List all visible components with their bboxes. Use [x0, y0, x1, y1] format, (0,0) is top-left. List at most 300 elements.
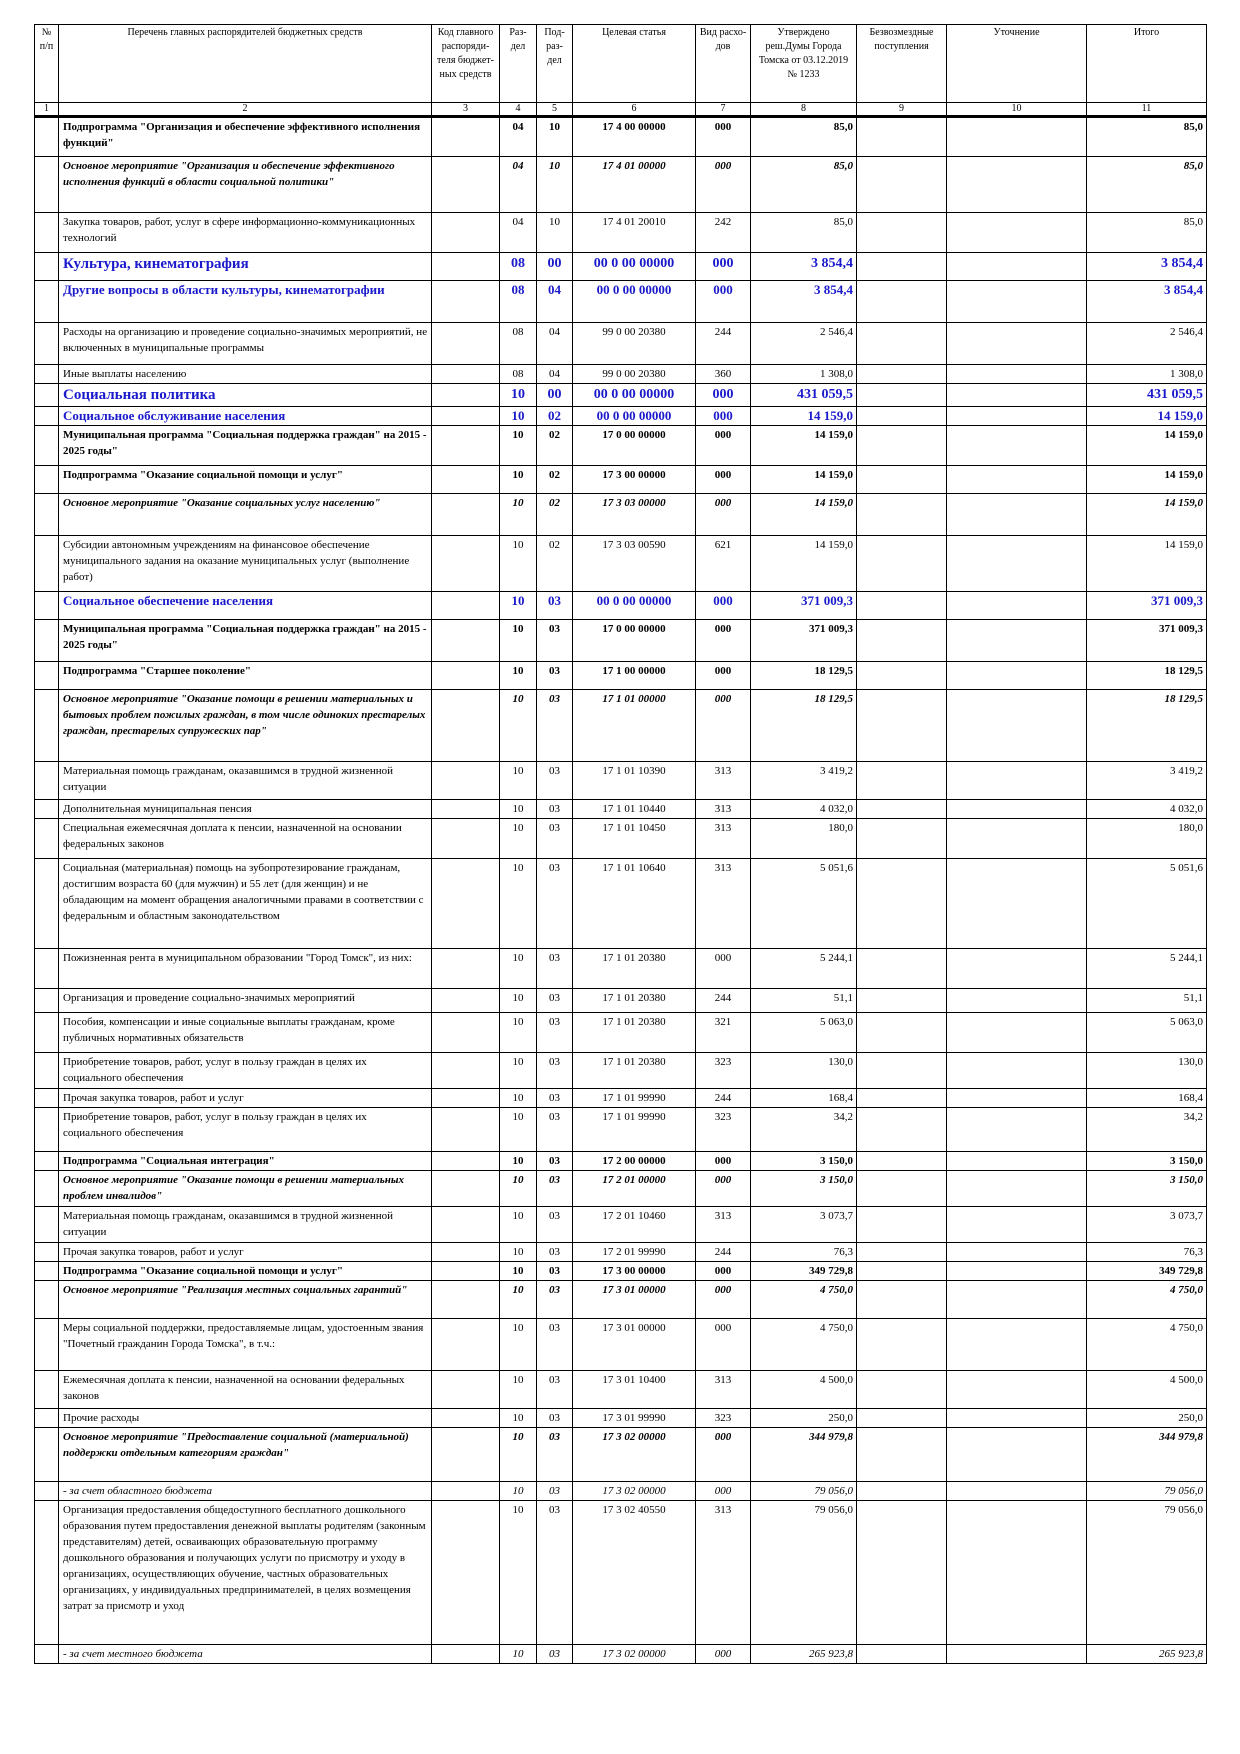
row-number-cell — [35, 1371, 59, 1409]
row-approved-cell: 2 546,4 — [751, 323, 857, 365]
row-vid-cell: 000 — [696, 1171, 751, 1207]
row-adjust-cell — [947, 407, 1087, 426]
row-target-cell: 17 2 01 00000 — [573, 1171, 696, 1207]
row-adjust-cell — [947, 1053, 1087, 1089]
row-name-cell: Материальная помощь гражданам, оказавшимся в трудной жизненной ситуации — [59, 762, 432, 800]
row-adjust-cell — [947, 253, 1087, 281]
row-vid-cell: 000 — [696, 1262, 751, 1281]
row-grbs-cell — [432, 1053, 500, 1089]
row-number-cell — [35, 365, 59, 384]
row-target-cell: 17 4 00 00000 — [573, 117, 696, 157]
row-grbs-cell — [432, 1152, 500, 1171]
row-grants-cell — [857, 762, 947, 800]
row-total-cell: 168,4 — [1087, 1089, 1207, 1108]
row-grbs-cell — [432, 1171, 500, 1207]
row-total-cell: 4 750,0 — [1087, 1281, 1207, 1319]
row-target-cell: 17 2 01 99990 — [573, 1243, 696, 1262]
table-row — [35, 1152, 1207, 1171]
row-podrazdel-cell: 03 — [537, 1152, 573, 1171]
row-approved-cell: 130,0 — [751, 1053, 857, 1089]
row-approved-cell: 168,4 — [751, 1089, 857, 1108]
row-name-cell: Закупка товаров, работ, услуг в сфере информационно-коммуникационных технологий — [59, 213, 432, 253]
col-number: 3 — [432, 103, 500, 117]
row-target-cell: 00 0 00 00000 — [573, 407, 696, 426]
row-target-cell: 17 3 00 00000 — [573, 466, 696, 494]
row-number-cell — [35, 494, 59, 536]
row-podrazdel-cell: 02 — [537, 494, 573, 536]
row-grbs-cell — [432, 1428, 500, 1482]
row-grants-cell — [857, 253, 947, 281]
row-grants-cell — [857, 1482, 947, 1501]
row-adjust-cell — [947, 662, 1087, 690]
row-grbs-cell — [432, 819, 500, 859]
table-row — [35, 989, 1207, 1013]
row-vid-cell: 323 — [696, 1108, 751, 1152]
row-grbs-cell — [432, 213, 500, 253]
row-adjust-cell — [947, 819, 1087, 859]
row-grants-cell — [857, 1501, 947, 1645]
col-number: 5 — [537, 103, 573, 117]
row-name-cell: Основное мероприятие "Оказание помощи в решении материальных проблем инвалидов" — [59, 1171, 432, 1207]
row-grbs-cell — [432, 1281, 500, 1319]
row-total-cell: 3 150,0 — [1087, 1171, 1207, 1207]
row-total-cell: 76,3 — [1087, 1243, 1207, 1262]
row-razdel-cell: 10 — [500, 1243, 537, 1262]
row-approved-cell: 3 854,4 — [751, 253, 857, 281]
row-podrazdel-cell: 03 — [537, 1053, 573, 1089]
row-name-cell: Подпрограмма "Оказание социальной помощи и услуг" — [59, 466, 432, 494]
row-razdel-cell: 10 — [500, 1501, 537, 1645]
row-name-cell: Пособия, компенсации и иные социальные выплаты гражданам, кроме публичных нормативных обязательств — [59, 1013, 432, 1053]
table-row — [35, 1319, 1207, 1371]
row-target-cell: 17 3 01 00000 — [573, 1319, 696, 1371]
row-target-cell: 00 0 00 00000 — [573, 592, 696, 620]
row-razdel-cell: 10 — [500, 1053, 537, 1089]
row-name-cell: Подпрограмма "Социальная интеграция" — [59, 1152, 432, 1171]
row-grants-cell — [857, 1243, 947, 1262]
row-vid-cell: 323 — [696, 1053, 751, 1089]
table-row — [35, 620, 1207, 662]
row-grbs-cell — [432, 762, 500, 800]
col-number: 9 — [857, 103, 947, 117]
row-podrazdel-cell: 00 — [537, 384, 573, 407]
table-row — [35, 365, 1207, 384]
row-number-cell — [35, 1108, 59, 1152]
row-number-cell — [35, 426, 59, 466]
row-target-cell: 17 0 00 00000 — [573, 620, 696, 662]
row-vid-cell: 000 — [696, 407, 751, 426]
row-podrazdel-cell: 03 — [537, 1089, 573, 1108]
row-grbs-cell — [432, 323, 500, 365]
row-number-cell — [35, 690, 59, 762]
row-name-cell: Социальная (материальная) помощь на зубопротезирование гражданам, достигшим возраста 60 (для мужчин) и 55 лет (для женщин) и не обладающим на момент обращения аналогичными правами в соответствии с федеральным и областным законодательством — [59, 859, 432, 949]
row-adjust-cell — [947, 1428, 1087, 1482]
table-row — [35, 466, 1207, 494]
row-approved-cell: 14 159,0 — [751, 494, 857, 536]
row-razdel-cell: 08 — [500, 365, 537, 384]
row-razdel-cell: 10 — [500, 1371, 537, 1409]
row-name-cell: Муниципальная программа "Социальная поддержка граждан" на 2015 - 2025 годы" — [59, 426, 432, 466]
row-podrazdel-cell: 03 — [537, 1482, 573, 1501]
table-row — [35, 281, 1207, 323]
row-podrazdel-cell: 03 — [537, 762, 573, 800]
row-adjust-cell — [947, 859, 1087, 949]
row-total-cell: 3 150,0 — [1087, 1152, 1207, 1171]
row-target-cell: 17 2 00 00000 — [573, 1152, 696, 1171]
row-name-cell: Основное мероприятие "Организация и обеспечение эффективного исполнения функций в области социальной политики" — [59, 157, 432, 213]
row-podrazdel-cell: 03 — [537, 1645, 573, 1664]
col-number: 2 — [59, 103, 432, 117]
row-grants-cell — [857, 1319, 947, 1371]
row-name-cell: Материальная помощь гражданам, оказавшимся в трудной жизненной ситуации — [59, 1207, 432, 1243]
row-total-cell: 34,2 — [1087, 1108, 1207, 1152]
row-target-cell: 17 1 01 10390 — [573, 762, 696, 800]
row-grbs-cell — [432, 281, 500, 323]
row-grants-cell — [857, 365, 947, 384]
row-target-cell: 17 1 01 10440 — [573, 800, 696, 819]
budget-table-sheet — [34, 24, 1206, 1664]
row-vid-cell: 000 — [696, 1428, 751, 1482]
row-vid-cell: 313 — [696, 819, 751, 859]
row-name-cell: Подпрограмма "Оказание социальной помощи и услуг" — [59, 1262, 432, 1281]
row-grants-cell — [857, 1371, 947, 1409]
row-total-cell: 5 244,1 — [1087, 949, 1207, 989]
col-number: 1 — [35, 103, 59, 117]
row-target-cell: 17 1 01 10450 — [573, 819, 696, 859]
row-number-cell — [35, 800, 59, 819]
row-podrazdel-cell: 03 — [537, 662, 573, 690]
row-podrazdel-cell: 03 — [537, 620, 573, 662]
row-name-cell: Расходы на организацию и проведение социально-значимых мероприятий, не включенных в муниципальные программы — [59, 323, 432, 365]
row-adjust-cell — [947, 1281, 1087, 1319]
row-grants-cell — [857, 1053, 947, 1089]
row-number-cell — [35, 1501, 59, 1645]
row-grbs-cell — [432, 800, 500, 819]
budget-table — [34, 24, 1207, 1664]
row-number-cell — [35, 989, 59, 1013]
row-target-cell: 99 0 00 20380 — [573, 323, 696, 365]
row-number-cell — [35, 1013, 59, 1053]
row-grants-cell — [857, 1207, 947, 1243]
row-grants-cell — [857, 859, 947, 949]
row-adjust-cell — [947, 1152, 1087, 1171]
row-adjust-cell — [947, 1501, 1087, 1645]
row-name-cell: Иные выплаты населению — [59, 365, 432, 384]
row-adjust-cell — [947, 800, 1087, 819]
row-approved-cell: 371 009,3 — [751, 592, 857, 620]
row-target-cell: 17 3 02 00000 — [573, 1482, 696, 1501]
row-podrazdel-cell: 03 — [537, 1243, 573, 1262]
row-podrazdel-cell: 03 — [537, 1428, 573, 1482]
row-target-cell: 17 3 01 00000 — [573, 1281, 696, 1319]
col-header-adjust: Уточнение — [947, 25, 1087, 103]
row-total-cell: 349 729,8 — [1087, 1262, 1207, 1281]
row-target-cell: 17 3 01 10400 — [573, 1371, 696, 1409]
row-grants-cell — [857, 466, 947, 494]
row-name-cell: Другие вопросы в области культуры, кинематографии — [59, 281, 432, 323]
col-number: 6 — [573, 103, 696, 117]
row-number-cell — [35, 1409, 59, 1428]
col-number: 8 — [751, 103, 857, 117]
row-adjust-cell — [947, 989, 1087, 1013]
row-razdel-cell: 04 — [500, 117, 537, 157]
row-total-cell: 14 159,0 — [1087, 494, 1207, 536]
row-grants-cell — [857, 690, 947, 762]
row-razdel-cell: 10 — [500, 1152, 537, 1171]
row-number-cell — [35, 1428, 59, 1482]
row-razdel-cell: 10 — [500, 819, 537, 859]
row-vid-cell: 000 — [696, 281, 751, 323]
row-approved-cell: 4 500,0 — [751, 1371, 857, 1409]
row-approved-cell: 85,0 — [751, 117, 857, 157]
row-podrazdel-cell: 02 — [537, 466, 573, 494]
row-name-cell: - за счет областного бюджета — [59, 1482, 432, 1501]
row-number-cell — [35, 859, 59, 949]
row-razdel-cell: 10 — [500, 949, 537, 989]
row-target-cell: 17 4 01 20010 — [573, 213, 696, 253]
row-number-cell — [35, 213, 59, 253]
row-grbs-cell — [432, 1409, 500, 1428]
row-approved-cell: 76,3 — [751, 1243, 857, 1262]
row-podrazdel-cell: 10 — [537, 117, 573, 157]
row-total-cell: 431 059,5 — [1087, 384, 1207, 407]
row-grants-cell — [857, 620, 947, 662]
row-grants-cell — [857, 1013, 947, 1053]
col-header-total: Итого — [1087, 25, 1207, 103]
row-number-cell — [35, 1152, 59, 1171]
row-name-cell: Социальная политика — [59, 384, 432, 407]
row-podrazdel-cell: 03 — [537, 592, 573, 620]
row-vid-cell: 000 — [696, 592, 751, 620]
row-total-cell: 85,0 — [1087, 213, 1207, 253]
row-total-cell: 250,0 — [1087, 1409, 1207, 1428]
row-vid-cell: 244 — [696, 989, 751, 1013]
row-approved-cell: 79 056,0 — [751, 1501, 857, 1645]
row-vid-cell: 242 — [696, 213, 751, 253]
row-razdel-cell: 04 — [500, 213, 537, 253]
row-number-cell — [35, 157, 59, 213]
table-row — [35, 253, 1207, 281]
row-adjust-cell — [947, 762, 1087, 800]
row-podrazdel-cell: 03 — [537, 1501, 573, 1645]
row-grants-cell — [857, 949, 947, 989]
row-name-cell: Меры социальной поддержки, предоставляемые лицам, удостоенным звания "Почетный гражданин Города Томска", в т.ч.: — [59, 1319, 432, 1371]
row-adjust-cell — [947, 1319, 1087, 1371]
row-target-cell: 17 1 01 20380 — [573, 1013, 696, 1053]
row-total-cell: 3 073,7 — [1087, 1207, 1207, 1243]
row-approved-cell: 18 129,5 — [751, 690, 857, 762]
col-number: 11 — [1087, 103, 1207, 117]
row-vid-cell: 000 — [696, 1281, 751, 1319]
row-razdel-cell: 10 — [500, 494, 537, 536]
row-approved-cell: 3 150,0 — [751, 1152, 857, 1171]
row-adjust-cell — [947, 157, 1087, 213]
row-grbs-cell — [432, 536, 500, 592]
table-row — [35, 1262, 1207, 1281]
row-vid-cell: 000 — [696, 949, 751, 989]
row-total-cell: 344 979,8 — [1087, 1428, 1207, 1482]
row-target-cell: 17 1 01 99990 — [573, 1108, 696, 1152]
row-total-cell: 14 159,0 — [1087, 536, 1207, 592]
row-vid-cell: 000 — [696, 494, 751, 536]
row-grants-cell — [857, 819, 947, 859]
row-number-cell — [35, 466, 59, 494]
row-vid-cell: 321 — [696, 1013, 751, 1053]
row-approved-cell: 51,1 — [751, 989, 857, 1013]
row-grbs-cell — [432, 384, 500, 407]
row-number-cell — [35, 762, 59, 800]
row-vid-cell: 000 — [696, 253, 751, 281]
row-adjust-cell — [947, 1645, 1087, 1664]
row-adjust-cell — [947, 1482, 1087, 1501]
row-grants-cell — [857, 157, 947, 213]
row-target-cell: 00 0 00 00000 — [573, 253, 696, 281]
row-target-cell: 99 0 00 20380 — [573, 365, 696, 384]
row-target-cell: 00 0 00 00000 — [573, 281, 696, 323]
row-name-cell: Основное мероприятие "Реализация местных социальных гарантий" — [59, 1281, 432, 1319]
row-grbs-cell — [432, 1243, 500, 1262]
row-approved-cell: 34,2 — [751, 1108, 857, 1152]
row-razdel-cell: 10 — [500, 859, 537, 949]
row-vid-cell: 323 — [696, 1409, 751, 1428]
row-target-cell: 17 3 02 40550 — [573, 1501, 696, 1645]
row-adjust-cell — [947, 1262, 1087, 1281]
row-approved-cell: 14 159,0 — [751, 466, 857, 494]
row-total-cell: 371 009,3 — [1087, 620, 1207, 662]
row-approved-cell: 85,0 — [751, 157, 857, 213]
row-grants-cell — [857, 1171, 947, 1207]
row-approved-cell: 265 923,8 — [751, 1645, 857, 1664]
row-approved-cell: 250,0 — [751, 1409, 857, 1428]
row-grants-cell — [857, 213, 947, 253]
row-vid-cell: 313 — [696, 800, 751, 819]
row-grbs-cell — [432, 426, 500, 466]
row-razdel-cell: 10 — [500, 592, 537, 620]
row-total-cell: 14 159,0 — [1087, 466, 1207, 494]
row-number-cell — [35, 1171, 59, 1207]
row-grbs-cell — [432, 494, 500, 536]
row-approved-cell: 344 979,8 — [751, 1428, 857, 1482]
row-podrazdel-cell: 00 — [537, 253, 573, 281]
row-target-cell: 17 3 02 00000 — [573, 1428, 696, 1482]
row-number-cell — [35, 662, 59, 690]
row-vid-cell: 000 — [696, 466, 751, 494]
row-number-cell — [35, 323, 59, 365]
row-grbs-cell — [432, 1319, 500, 1371]
row-adjust-cell — [947, 494, 1087, 536]
row-adjust-cell — [947, 620, 1087, 662]
row-target-cell: 17 3 02 00000 — [573, 1645, 696, 1664]
row-vid-cell: 244 — [696, 1089, 751, 1108]
row-grants-cell — [857, 662, 947, 690]
row-number-cell — [35, 1281, 59, 1319]
row-razdel-cell: 10 — [500, 762, 537, 800]
table-row — [35, 494, 1207, 536]
col-header-grants: Безвозмездные поступления — [857, 25, 947, 103]
row-name-cell: - за счет местного бюджета — [59, 1645, 432, 1664]
row-grants-cell — [857, 1108, 947, 1152]
row-razdel-cell: 10 — [500, 662, 537, 690]
row-grbs-cell — [432, 1108, 500, 1152]
row-total-cell: 18 129,5 — [1087, 662, 1207, 690]
row-grbs-cell — [432, 690, 500, 762]
row-target-cell: 17 4 01 00000 — [573, 157, 696, 213]
row-adjust-cell — [947, 1409, 1087, 1428]
row-grants-cell — [857, 1281, 947, 1319]
row-total-cell: 14 159,0 — [1087, 426, 1207, 466]
row-approved-cell: 5 244,1 — [751, 949, 857, 989]
row-approved-cell: 1 308,0 — [751, 365, 857, 384]
row-target-cell: 17 1 00 00000 — [573, 662, 696, 690]
row-number-cell — [35, 253, 59, 281]
row-adjust-cell — [947, 281, 1087, 323]
row-adjust-cell — [947, 1089, 1087, 1108]
row-vid-cell: 621 — [696, 536, 751, 592]
row-podrazdel-cell: 03 — [537, 1319, 573, 1371]
row-podrazdel-cell: 03 — [537, 949, 573, 989]
row-razdel-cell: 08 — [500, 323, 537, 365]
table-row — [35, 1243, 1207, 1262]
table-row — [35, 1171, 1207, 1207]
row-adjust-cell — [947, 365, 1087, 384]
row-grants-cell — [857, 1428, 947, 1482]
row-vid-cell: 313 — [696, 859, 751, 949]
row-vid-cell: 000 — [696, 620, 751, 662]
row-grants-cell — [857, 1645, 947, 1664]
row-adjust-cell — [947, 117, 1087, 157]
row-grbs-cell — [432, 365, 500, 384]
row-number-cell — [35, 620, 59, 662]
row-podrazdel-cell: 03 — [537, 859, 573, 949]
row-number-cell — [35, 1089, 59, 1108]
row-podrazdel-cell: 04 — [537, 281, 573, 323]
row-grbs-cell — [432, 1207, 500, 1243]
row-target-cell: 17 1 01 20380 — [573, 949, 696, 989]
table-row — [35, 949, 1207, 989]
row-vid-cell: 000 — [696, 662, 751, 690]
row-adjust-cell — [947, 466, 1087, 494]
row-number-cell — [35, 1243, 59, 1262]
row-podrazdel-cell: 03 — [537, 800, 573, 819]
table-row — [35, 213, 1207, 253]
row-adjust-cell — [947, 690, 1087, 762]
row-razdel-cell: 04 — [500, 157, 537, 213]
row-name-cell: Основное мероприятие "Предоставление социальной (материальной) поддержки отдельным категориям граждан" — [59, 1428, 432, 1482]
col-header-vid: Вид расхо-дов — [696, 25, 751, 103]
row-vid-cell: 313 — [696, 1207, 751, 1243]
row-approved-cell: 3 419,2 — [751, 762, 857, 800]
row-adjust-cell — [947, 426, 1087, 466]
table-row — [35, 800, 1207, 819]
row-razdel-cell: 10 — [500, 1409, 537, 1428]
row-grants-cell — [857, 1262, 947, 1281]
row-vid-cell: 313 — [696, 762, 751, 800]
col-header-podrazdel: Под-раз-дел — [537, 25, 573, 103]
table-row — [35, 592, 1207, 620]
col-header-grbs: Код главного распоряди-теля бюджет-ных средств — [432, 25, 500, 103]
row-name-cell: Приобретение товаров, работ, услуг в пользу граждан в целях их социального обеспечения — [59, 1108, 432, 1152]
row-adjust-cell — [947, 536, 1087, 592]
row-approved-cell: 4 750,0 — [751, 1281, 857, 1319]
row-grbs-cell — [432, 1089, 500, 1108]
row-podrazdel-cell: 10 — [537, 213, 573, 253]
row-vid-cell: 360 — [696, 365, 751, 384]
row-podrazdel-cell: 03 — [537, 1371, 573, 1409]
row-total-cell: 3 854,4 — [1087, 253, 1207, 281]
row-razdel-cell: 10 — [500, 620, 537, 662]
row-total-cell: 79 056,0 — [1087, 1482, 1207, 1501]
row-grbs-cell — [432, 157, 500, 213]
